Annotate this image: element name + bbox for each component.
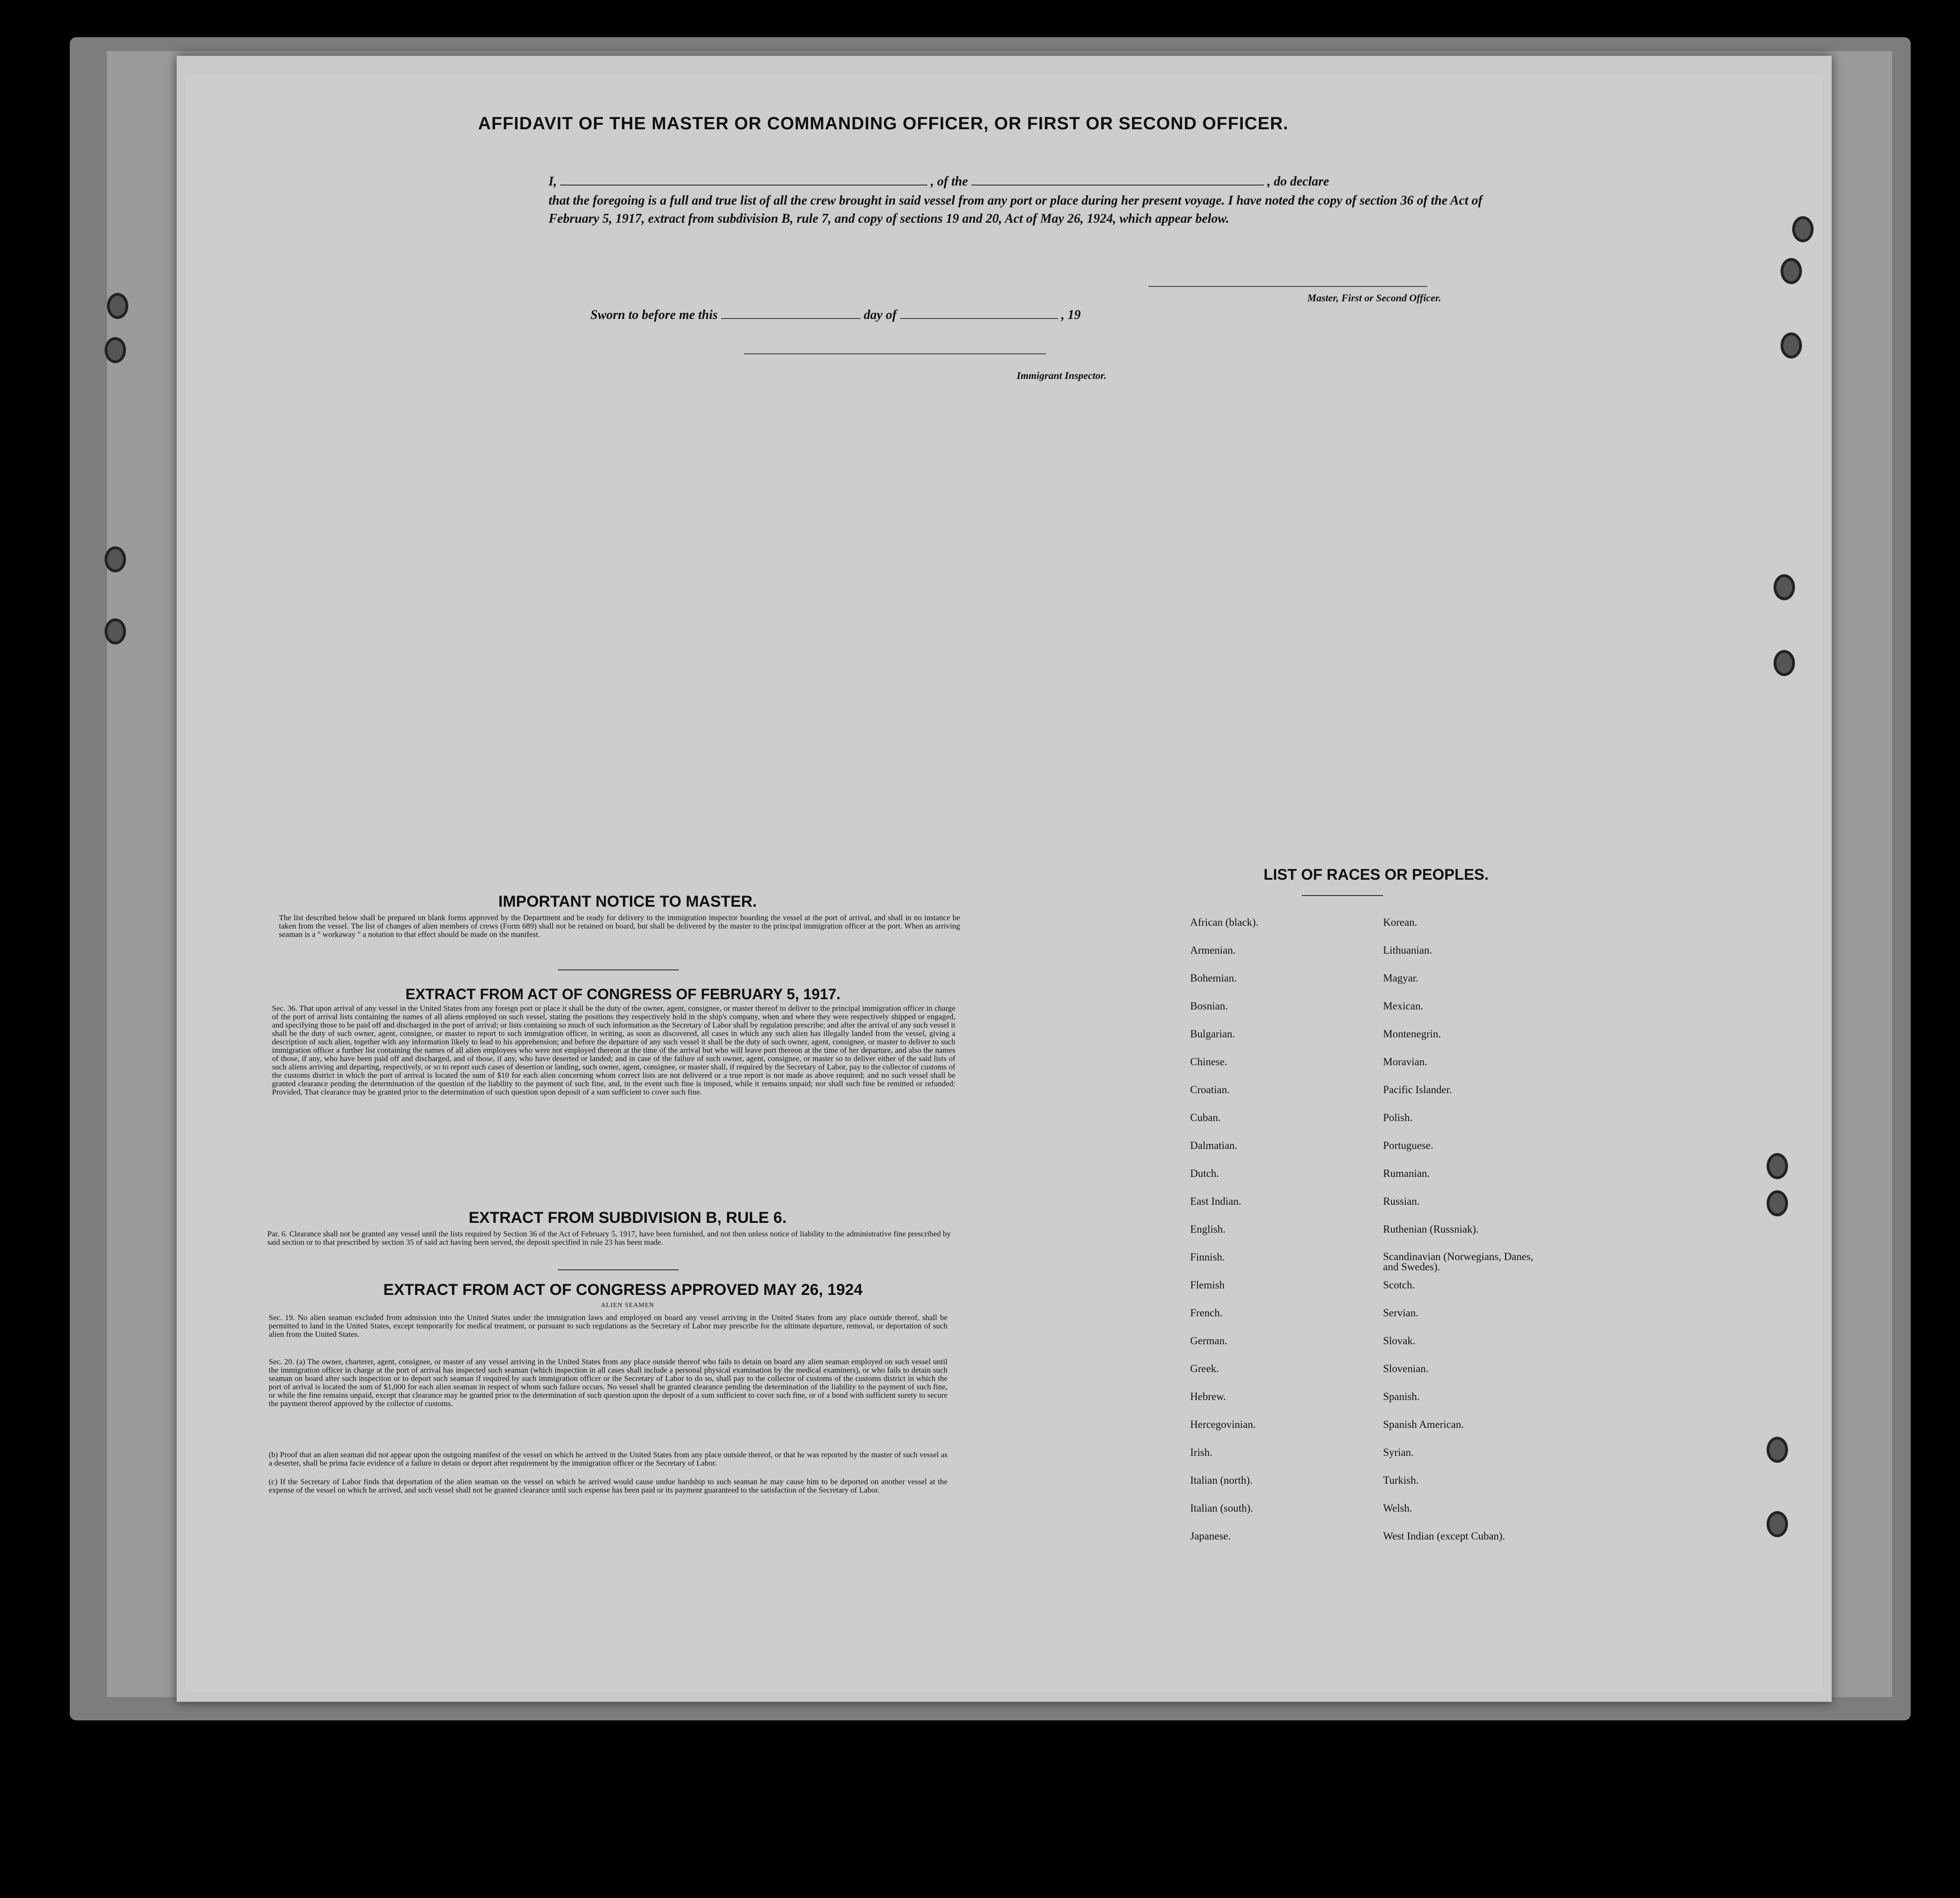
race-item: Japanese. xyxy=(1190,1530,1231,1542)
divider xyxy=(558,969,679,970)
inspector-label: Immigrant Inspector. xyxy=(1016,370,1106,381)
extract-1924-sec20b: (b) Proof that an alien seaman did not appear upon the outgoing manifest of the vessel on which he arrived in the United States from any place outside thereof, or that he was reported by the master of such vessel as a deserter, shall be prima facie evidence of a failure to detain or deport after requirement by the immigration officer or the Secretary of Labor. xyxy=(269,1450,947,1467)
race-item: Montenegrin. xyxy=(1383,1028,1441,1040)
race-item: Lithuanian. xyxy=(1383,944,1432,956)
race-item: Bosnian. xyxy=(1190,1000,1228,1012)
race-item: Chinese. xyxy=(1190,1056,1227,1068)
race-item: Italian (south). xyxy=(1190,1502,1253,1514)
race-item: Greek. xyxy=(1190,1363,1219,1374)
alien-seamen-subtitle: ALIEN SEAMEN xyxy=(601,1302,655,1309)
punch-hole-icon xyxy=(1781,332,1802,358)
race-item: African (black). xyxy=(1190,916,1258,928)
race-item: Slovak. xyxy=(1383,1335,1416,1347)
race-item: Korean. xyxy=(1383,916,1417,928)
binding-hole-icon xyxy=(107,293,128,319)
punch-hole-icon xyxy=(1774,650,1795,676)
month-blank xyxy=(900,308,1058,319)
sworn-line xyxy=(590,308,1195,323)
signature-label: Master, First or Second Officer. xyxy=(1307,292,1441,304)
sworn-year: , 19 xyxy=(1061,308,1081,322)
affidavit-title: AFFIDAVIT OF THE MASTER OR COMMANDING OFFICER, OR FIRST OR SECOND OFFICER. xyxy=(478,114,1289,133)
race-item: Hebrew. xyxy=(1190,1391,1226,1402)
important-notice-title: IMPORTANT NOTICE TO MASTER. xyxy=(498,893,757,910)
punch-hole-icon xyxy=(1767,1153,1788,1179)
day-blank xyxy=(721,308,861,319)
race-item: Bohemian. xyxy=(1190,972,1237,984)
race-item: English. xyxy=(1190,1223,1226,1235)
race-item: Servian. xyxy=(1383,1307,1419,1319)
race-item: Rumanian. xyxy=(1383,1168,1430,1179)
extract-1917-body: Sec. 36. That upon arrival of any vessel in the United States from any foreign port or place it shall be the duty of the owner, agent, consignee, or master thereof to deliver to the principal immigration officer in charge of the port of arrival lists containing the names of all aliens employed on such vessel, stating the positions they respectively hold in the ship's company, when and where they were respectively shipped or engaged, and specifying those to be paid off and discharged in the port of arrival; or lists containing so much of such information as the Secretary of Labor shall by regulation prescribe; and after the arrival of any such vessel it shall be the duty of such owner, agent, consignee, or master to report to such immigration officer, in writing, as soon as discovered, all cases in which any such alien has illegally landed from the vessel, giving a description of such alien, together with any information likely to lead to his apprehension; and before the departure of any such vessel it shall be the duty of such owner, agent, consignee, or master to deliver to such immigration officer a further list containing the names of all alien employees who were not employed thereon at the time of the arrival but who will leave port thereon at the time of her departure, and also the names of those, if any, who have been paid off and discharged, and of those, if any, who have deserted or landed; and in case of the failure of such owner, agent, consignee, or master so to deliver either of the said lists of such aliens arriving and departing, respectively, or so to report such cases of desertion or landing, such owner, agent, consignee, or master shall, if required by the Secretary of Labor, pay to the collector of customs of the customs district in which the port of arrival is located the sum of $10 for each alien concerning whom correct lists are not delivered or a true report is not made as above required; and no such vessel shall be granted clearance pending the determination of the question of the liability to the payment of such fine, and, in the event such fine is imposed, while it remains unpaid; nor shall such fine be remitted or refunded: Provided, That clearance may be granted prior to the determination of such question upon deposit of a sum sufficient to cover such fine. xyxy=(272,1004,955,1096)
race-item: Moravian. xyxy=(1383,1056,1428,1068)
binding-hole-icon xyxy=(105,546,126,572)
punch-hole-icon xyxy=(1774,574,1795,600)
name-blank xyxy=(560,185,927,186)
extract-subdivision-body: Par. 6. Clearance shall not be granted any vessel until the lists required by Section 36 of the Act of February 5, 1917, have been furnished, and not then unless notice of liability to the administrative fine prescribed by said section or to that prescribed by section 35 of said act having been served, the deposit specified in rule 23 has been made. xyxy=(267,1229,951,1247)
extract-1924-sec20c: (c) If the Secretary of Labor finds that deportation of the alien seaman on the vessel on which he arrived would cause undue hardship to such seaman he may cause him to be deported on another vessel at the expense of the vessel on which he arrived, and such vessel shall not be granted clearance until such expense has been paid or its payment guaranteed to the satisfaction of the Secretary of Labor. xyxy=(269,1477,947,1494)
race-item: Syrian. xyxy=(1383,1447,1414,1458)
race-item: Irish. xyxy=(1190,1447,1212,1458)
race-item: Finnish. xyxy=(1190,1251,1225,1263)
race-item: West Indian (except Cuban). xyxy=(1383,1530,1505,1542)
race-item: Scandinavian (Norwegians, Danes, and Swedes). xyxy=(1383,1251,1534,1273)
race-item: Croatian. xyxy=(1190,1084,1230,1095)
races-right-column xyxy=(1383,917,1550,1559)
race-item: French. xyxy=(1190,1307,1223,1319)
signature-line xyxy=(1148,286,1427,287)
inspector-signature-line xyxy=(744,353,1046,354)
race-item: Armenian. xyxy=(1190,944,1236,956)
race-item: German. xyxy=(1190,1335,1227,1347)
sworn-day-of: day of xyxy=(863,308,897,322)
affidavit-of-the: , of the xyxy=(930,174,968,189)
race-item: Cuban. xyxy=(1190,1112,1221,1123)
extract-1924-sec19: Sec. 19. No alien seaman excluded from admission into the United States under the immigration laws and employed on board any vessel arriving in the United States from any place outside thereof, shall be permitted to land in the United States, except temporarily for medical treatment, or pursuant to such regulations as the Secretary of Labor may prescribe for the ultimate departure, removal, or deportation of such alien from the United States. xyxy=(269,1313,947,1339)
binding-hole-icon xyxy=(105,337,126,363)
punch-hole-icon xyxy=(1767,1190,1788,1216)
race-item: Dutch. xyxy=(1190,1168,1219,1179)
affidavit-declaration-line xyxy=(549,174,1478,189)
race-item: Hercegovinian. xyxy=(1190,1419,1256,1430)
punch-hole-icon xyxy=(1792,216,1814,242)
race-item: Polish. xyxy=(1383,1112,1413,1123)
race-item: Turkish. xyxy=(1383,1474,1419,1486)
race-item: Slovenian. xyxy=(1383,1363,1429,1374)
race-item: Mexican. xyxy=(1383,1000,1424,1012)
races-left-column xyxy=(1190,917,1320,1559)
race-item: Bulgarian. xyxy=(1190,1028,1235,1040)
race-item: Spanish. xyxy=(1383,1391,1420,1402)
race-item: Flemish xyxy=(1190,1279,1225,1291)
race-item: Italian (north). xyxy=(1190,1474,1253,1486)
divider xyxy=(558,1269,679,1270)
affidavit-prefix: I, xyxy=(549,174,557,189)
race-item: East Indian. xyxy=(1190,1195,1241,1207)
race-item: Pacific Islander. xyxy=(1383,1084,1452,1095)
race-item: Russian. xyxy=(1383,1195,1420,1207)
race-item: Scotch. xyxy=(1383,1279,1415,1291)
vessel-blank xyxy=(971,185,1264,186)
affidavit-body: that the foregoing is a full and true list of all the crew brought in said vessel from any port or place during her present voyage. I have noted the copy of section 36 of the Act of February 5, 1917, extract from subdivision B, rule 7, and copy of sections 19 and 20, Act of May 26, 1924, which appear below. xyxy=(549,193,1483,226)
race-item: Magyar. xyxy=(1383,972,1419,984)
extract-subdivision-title: EXTRACT FROM SUBDIVISION B, RULE 6. xyxy=(469,1209,787,1227)
races-title: LIST OF RACES OR PEOPLES. xyxy=(1263,866,1489,883)
race-item: Dalmatian. xyxy=(1190,1140,1238,1151)
binding-hole-icon xyxy=(105,618,126,644)
extract-1917-title: EXTRACT FROM ACT OF CONGRESS OF FEBRUARY 5, 1917. xyxy=(405,986,841,1002)
extract-1924-sec20a: Sec. 20. (a) The owner, charterer, agent, consignee, or master of any vessel arriving in the United States from any place outside thereof who fails to detain on board any alien seaman employed on such vessel until the immigration officer in charge at the port of arrival has inspected such seaman (which inspection in all cases shall include a personal physical examination by the medical examiners), or who fails to detain such seaman on board after such inspection or to deport such seaman if required by such immigration officer or the Secretary of Labor to do so, shall pay to the collector of customs of the customs district in which the port of arrival is located the sum of $1,000 for each alien seaman in respect of whom such failure occurs. No vessel shall be granted clearance pending the determination of the liability to the payment of such fine, or while the fine remains unpaid, except that clearance may be granted prior to the determination of such question upon the deposit of a sum sufficient to cover such fine, or of a bond with sufficient surety to secure the payment thereof approved by the collector of customs. xyxy=(269,1357,947,1408)
affidavit-declare: , do declare xyxy=(1267,174,1329,189)
extract-1924-title: EXTRACT FROM ACT OF CONGRESS APPROVED MAY 26, 1924 xyxy=(383,1281,863,1299)
divider xyxy=(1302,895,1383,896)
important-notice-body: The list described below shall be prepared on blank forms approved by the Department and be ready for delivery to the immigration inspector boarding the vessel at the port of arrival, and shall in no instance be taken from the vessel. The list of changes of alien members of crews (Form 689) shall not be retained on board, but shall be delivered by the master to the principal immigration officer at the port. When an arriving seaman is a " workaway " a notation to that effect should be made on the manifest. xyxy=(279,913,960,939)
race-item: Ruthenian (Russniak). xyxy=(1383,1223,1479,1235)
punch-hole-icon xyxy=(1767,1511,1788,1537)
race-item: Spanish American. xyxy=(1383,1419,1464,1430)
race-item: Welsh. xyxy=(1383,1502,1412,1514)
sworn-prefix: Sworn to before me this xyxy=(590,308,718,322)
punch-hole-icon xyxy=(1781,258,1802,284)
punch-hole-icon xyxy=(1767,1437,1788,1463)
race-item: Portuguese. xyxy=(1383,1140,1433,1151)
